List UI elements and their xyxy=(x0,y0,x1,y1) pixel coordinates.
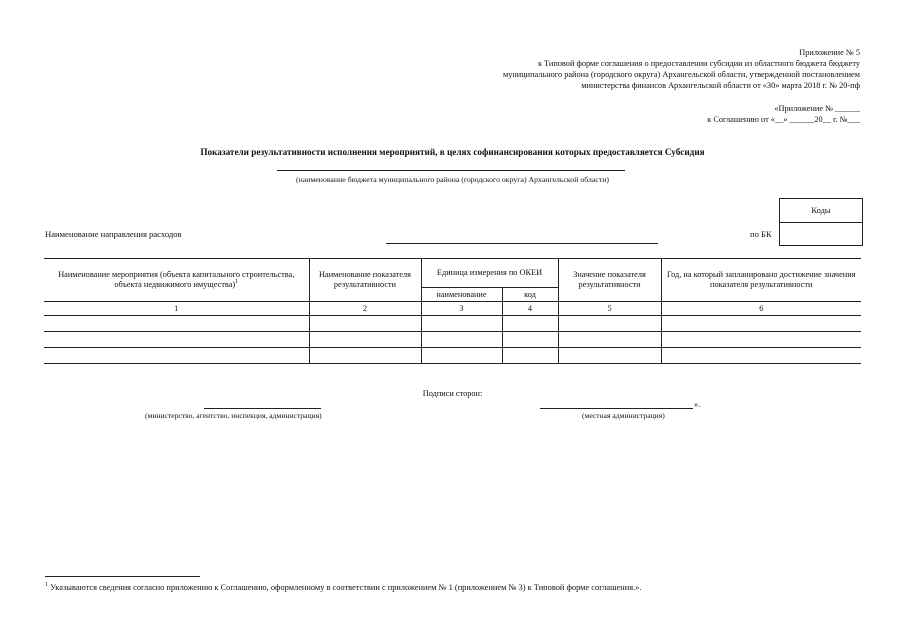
appendix-line-3: муниципального района (городского округа) Архангельской области, утвержденной постановлением xyxy=(502,70,860,79)
table-cell[interactable] xyxy=(44,332,309,348)
table-number-row xyxy=(44,302,861,316)
column-number: 5 xyxy=(558,302,661,316)
header-indicator-name: Наименование показателя результативности xyxy=(309,259,421,302)
table-cell[interactable] xyxy=(309,316,421,332)
column-number: 3 xyxy=(421,302,502,316)
agreement-appendix-line-2: к Соглашению от «__» ______20__ г. №___ xyxy=(707,115,860,124)
footnote xyxy=(45,583,641,592)
budget-name-caption: (наименование бюджета муниципального района (городского округа) Архангельской области) xyxy=(295,175,609,184)
table-cell[interactable] xyxy=(661,316,861,332)
column-number: 1 xyxy=(44,302,309,316)
header-target-year: Год, на который запланировано достижение значения показателя результативности xyxy=(661,259,861,302)
header-unit-name: наименование xyxy=(421,288,502,302)
header-event-name: Наименование мероприятия (объекта капитального строительства, объекта недвижимого имущества)$^1$ xyxy=(44,259,309,302)
table-row xyxy=(44,316,861,332)
table-row xyxy=(44,348,861,364)
table-cell[interactable] xyxy=(661,332,861,348)
appendix-line-1: Приложение № 5 xyxy=(799,48,860,57)
right-signature-caption: (местная администрация) xyxy=(582,411,665,420)
codes-label: Коды xyxy=(780,199,862,223)
header-unit-code: код xyxy=(502,288,558,302)
right-signature-line xyxy=(540,408,693,409)
budget-name-field-line xyxy=(277,170,625,171)
table-cell[interactable] xyxy=(558,332,661,348)
expense-direction-label: Наименование направления расходов xyxy=(45,229,182,239)
indicators-table xyxy=(44,258,861,364)
column-number: 6 xyxy=(661,302,861,316)
footnote-text: Указываются сведения согласно приложению к Соглашению, оформленному в соответствии с приложением № 1 (приложением № 3) к Типовой форме соглашения.». xyxy=(50,583,642,592)
appendix-header xyxy=(503,47,860,91)
header-indicator-value: Значение показателя результативности xyxy=(558,259,661,302)
table-cell[interactable] xyxy=(421,348,502,364)
table-cell[interactable] xyxy=(421,316,502,332)
table-cell[interactable] xyxy=(502,348,558,364)
table-cell[interactable] xyxy=(309,332,421,348)
footnote-ref-mark: 1 xyxy=(235,279,239,286)
header-unit-okei: Единица измерения по ОКЕИ xyxy=(421,259,558,288)
table-cell[interactable] xyxy=(502,332,558,348)
footnote-separator xyxy=(45,576,200,577)
agreement-appendix-header xyxy=(707,103,860,125)
table-cell[interactable] xyxy=(44,316,309,332)
bk-label: по БК xyxy=(750,229,772,239)
table-cell[interactable] xyxy=(661,348,861,364)
document-title: Показатели результативности исполнения мероприятий, в целях софинансирования которых предоставляется Субсидия xyxy=(200,147,705,157)
table-cell[interactable] xyxy=(44,348,309,364)
left-signature-line xyxy=(204,408,321,409)
appendix-line-2: к Типовой форме соглашения о предоставлении субсидии из областного бюджета бюджету xyxy=(537,59,860,68)
closing-quote: ». xyxy=(694,400,701,409)
column-number: 4 xyxy=(502,302,558,316)
table-row xyxy=(44,332,861,348)
table-cell[interactable] xyxy=(421,332,502,348)
table-cell[interactable] xyxy=(558,316,661,332)
appendix-line-4: министерства финансов Архангельской области от «30» марта 2018 г. № 20-пф xyxy=(581,81,860,90)
codes-box xyxy=(779,198,863,246)
table-cell[interactable] xyxy=(558,348,661,364)
footnote-mark: 1 xyxy=(45,582,48,589)
column-number: 2 xyxy=(309,302,421,316)
signatures-heading: Подписи сторон: xyxy=(422,389,483,398)
table-cell[interactable] xyxy=(502,316,558,332)
table-header-row xyxy=(44,259,861,288)
table-cell[interactable] xyxy=(309,348,421,364)
left-signature-caption: (министерство, агентство, инспекция, администрация) xyxy=(145,411,322,420)
expense-direction-field-line xyxy=(386,243,658,244)
agreement-appendix-line-1: «Приложение № ______ xyxy=(774,104,860,113)
